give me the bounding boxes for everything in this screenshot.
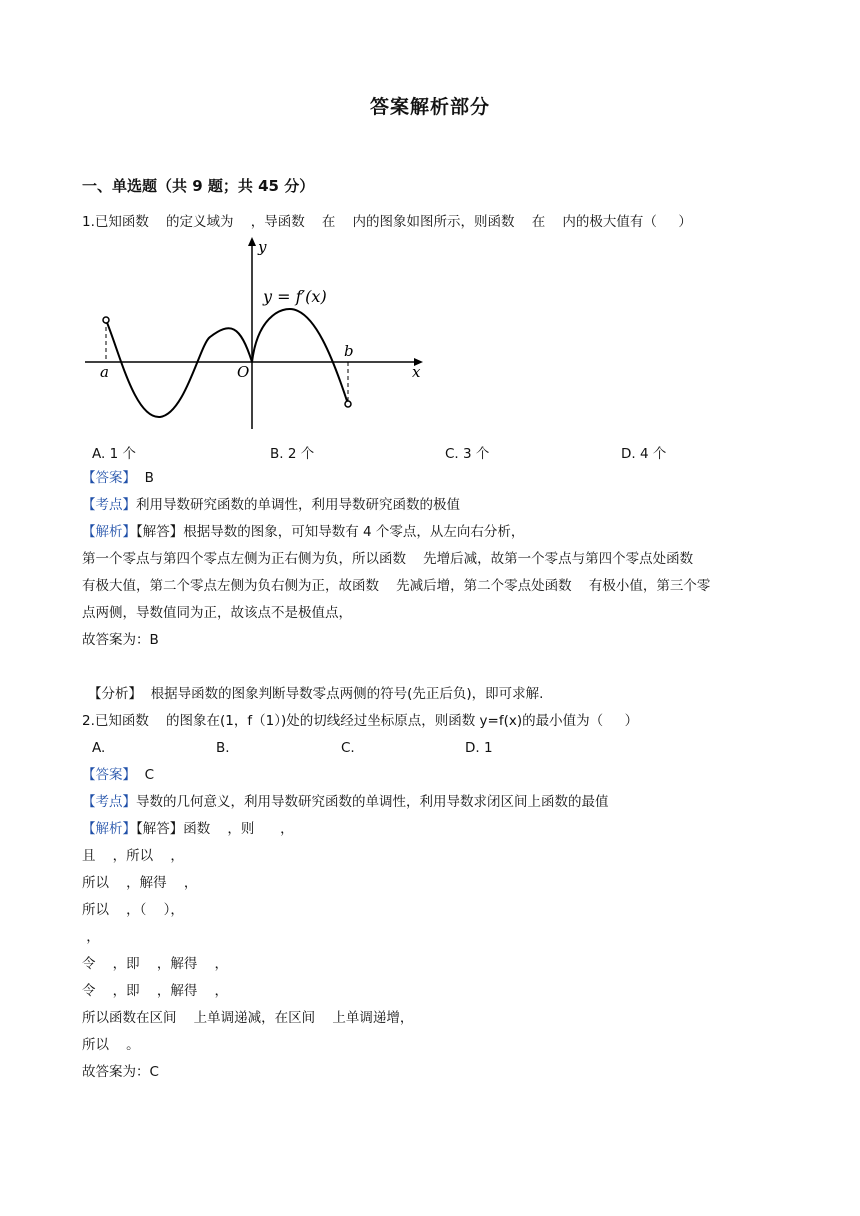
- q2-line: 故答案为：C: [82, 1064, 159, 1080]
- x-axis-label: x: [412, 363, 421, 381]
- q1-derivative-graph: [80, 234, 430, 434]
- q2-analysis-first: 【解答】函数 ，则 ，: [136, 821, 294, 837]
- q2-line: 且 ，所以 ，: [82, 848, 184, 864]
- q2-kp-row: [82, 792, 609, 812]
- q1-fenxi: 【分析】 根据导函数的图象判断导数零点两侧的符号(先正后负)，即可求解.: [88, 686, 544, 702]
- q2-choice-c: C.: [341, 740, 355, 756]
- q2-line: 所以 ，（ ），: [82, 902, 184, 918]
- analysis-tag: 【解析】: [82, 524, 136, 540]
- q2-kp: 导数的几何意义，利用导数研究函数的单调性，利用导数求闭区间上函数的最值: [136, 794, 609, 810]
- q2-answer-row: [82, 765, 154, 785]
- q2-line: 令 ，即 ，解得 ，: [82, 983, 228, 999]
- a-label: a: [100, 363, 109, 381]
- page-title: 答案解析部分: [369, 96, 490, 118]
- q1-analysis-line: 【解答】根据导数的图象，可知导数有 4 个零点，从左向右分析，: [136, 524, 525, 540]
- y-axis-label: y: [258, 238, 267, 256]
- q1-answer-row: [82, 468, 154, 488]
- q2-line: 所以 ，解得 ，: [82, 875, 198, 891]
- q2-stem: 2.已知函数 的图象在(1，f（1）)处的切线经过坐标原点，则函数 y=f(x)的最小值为（ ）: [82, 713, 639, 729]
- q1-choice-a: A. 1 个: [92, 446, 136, 462]
- q1-analysis-line: 点两侧，导数值同为正，故该点不是极值点，: [82, 605, 352, 621]
- q2-answer: C: [144, 767, 155, 783]
- q1-analysis-line: 第一个零点与第四个零点左侧为正右侧为负，所以函数 先增后减，故第一个零点与第四个零点处函数: [82, 551, 694, 567]
- q2-choice-a: A.: [92, 740, 106, 756]
- q2-analysis-row: [82, 819, 294, 839]
- q1-analysis-line: 有极大值，第二个零点左侧为负右侧为正，故函数 先减后增，第二个零点处函数 有极小值，第三个零: [82, 578, 711, 594]
- q2-line: 所以函数在区间 上单调递减，在区间 上单调递增，: [82, 1010, 414, 1026]
- b-label: b: [344, 342, 354, 360]
- kp-tag: 【考点】: [82, 497, 136, 513]
- kp-tag: 【考点】: [82, 794, 136, 810]
- q1-analysis-line: 故答案为：B: [82, 632, 159, 648]
- analysis-tag: 【解析】: [82, 821, 136, 837]
- q1-stem: 1.已知函数 的定义域为 ，导函数 在 内的图象如图所示，则函数 在 内的极大值有（ ）: [82, 214, 692, 230]
- q1-choice-d: D. 4 个: [621, 446, 667, 462]
- q1-answer: B: [144, 470, 154, 486]
- q2-line: ，: [82, 929, 100, 945]
- q1-analysis-row: [82, 522, 524, 542]
- q2-choice-d: D. 1: [465, 740, 493, 756]
- q1-choice-c: C. 3 个: [445, 446, 490, 462]
- answer-tag: 【答案】: [82, 767, 136, 783]
- q1-choice-b: B. 2 个: [270, 446, 315, 462]
- q1-kp: 利用导数研究函数的单调性，利用导数研究函数的极值: [136, 497, 460, 513]
- q2-line: 所以 。: [82, 1037, 140, 1053]
- section-heading: 一、单选题（共 9 题；共 45 分）: [82, 177, 315, 195]
- answer-tag: 【答案】: [82, 470, 136, 486]
- q2-choice-b: B.: [216, 740, 230, 756]
- origin-label: O: [237, 363, 250, 381]
- curve-label: y = f′(x): [263, 287, 327, 306]
- q1-kp-row: [82, 495, 460, 515]
- q2-line: 令 ，即 ，解得 ，: [82, 956, 228, 972]
